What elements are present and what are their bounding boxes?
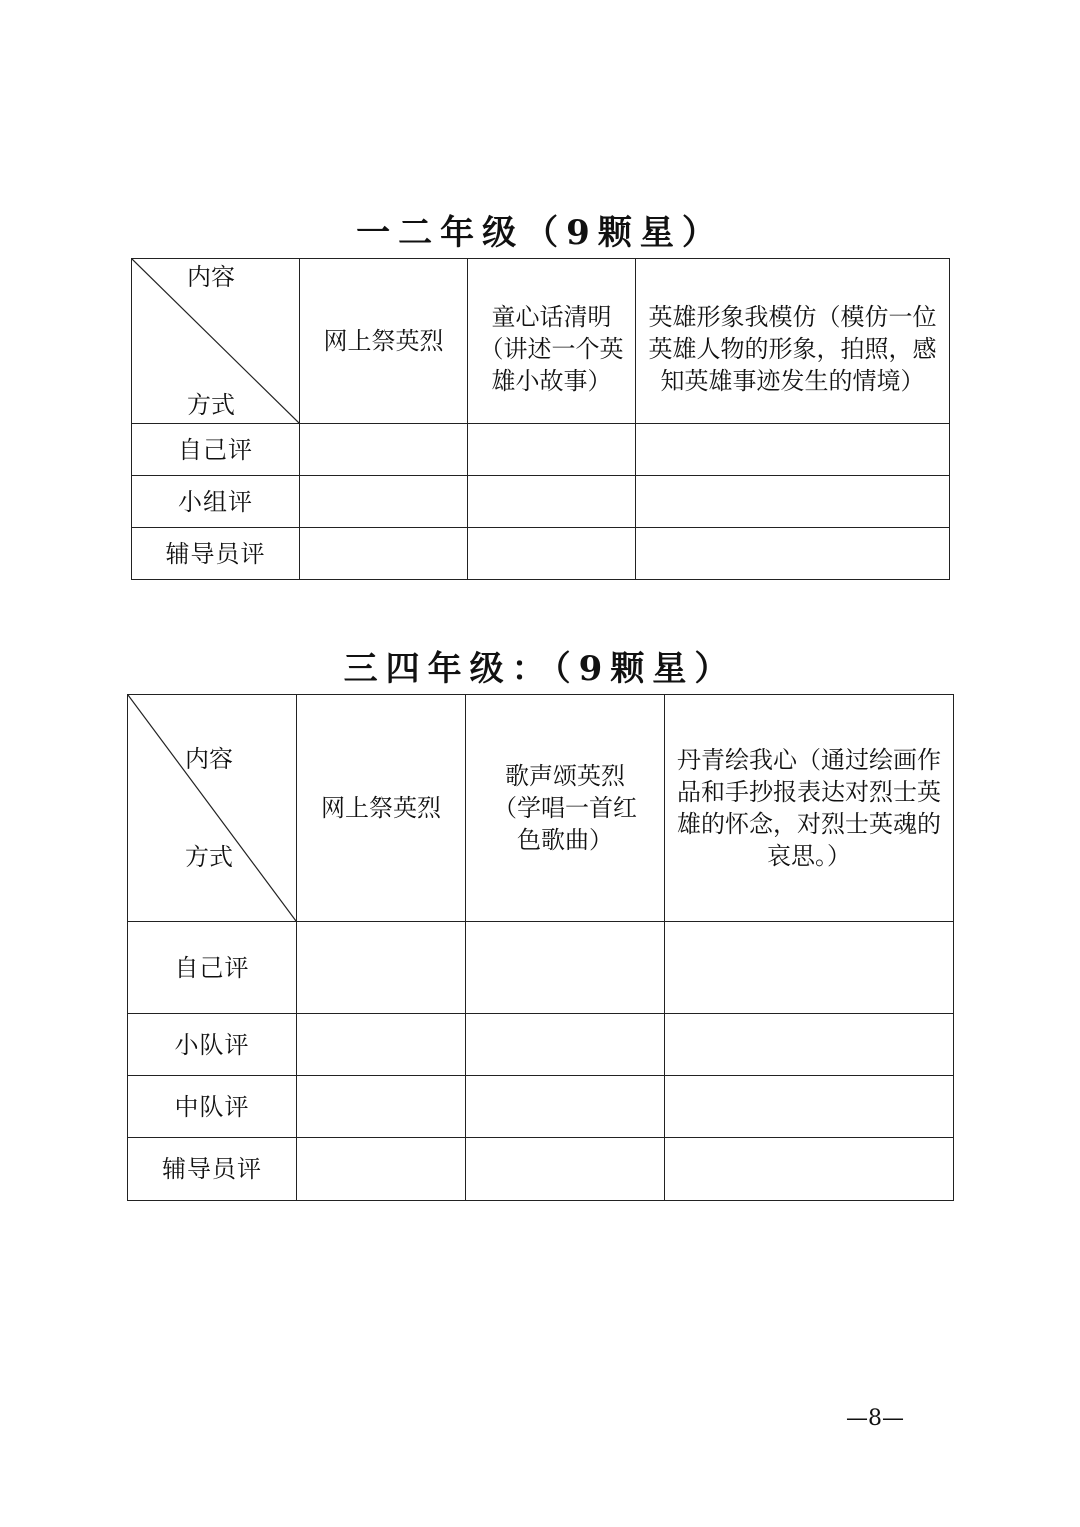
rating-cell[interactable] [665, 1014, 954, 1076]
rating-cell[interactable] [636, 528, 950, 580]
rating-cell[interactable] [466, 1076, 665, 1138]
rating-cell[interactable] [297, 1014, 466, 1076]
table-header-row [128, 695, 954, 922]
table-row [128, 922, 954, 1014]
rating-cell[interactable] [297, 1138, 466, 1201]
corner-diagonal-cell [132, 259, 300, 424]
rating-cell[interactable] [466, 1138, 665, 1201]
table-header-row [132, 259, 950, 424]
evaluation-table-grade-3-4 [127, 694, 954, 1201]
diagonal-line [128, 695, 296, 921]
corner-label-content: 内容 [187, 263, 235, 291]
column-header: 英雄形象我模仿（模仿一位英雄人物的形象，拍照，感知英雄事迹发生的情境） [636, 259, 950, 424]
column-header: 童心话清明（讲述一个英雄小故事） [468, 259, 636, 424]
column-header: 网上祭英烈 [297, 695, 466, 922]
rating-cell[interactable] [300, 424, 468, 476]
row-label-group: 小组评 [132, 476, 300, 528]
table-row [132, 424, 950, 476]
row-label-counselor: 辅导员评 [132, 528, 300, 580]
table-row [128, 1138, 954, 1201]
rating-cell[interactable] [665, 1076, 954, 1138]
table-row [128, 1076, 954, 1138]
table-row [132, 528, 950, 580]
evaluation-table-grade-1-2 [131, 258, 950, 580]
column-header: 丹青绘我心（通过绘画作品和手抄报表达对烈士英雄的怀念，对烈士英魂的哀思。） [665, 695, 954, 922]
corner-label-method: 方式 [187, 391, 235, 419]
rating-cell[interactable] [636, 424, 950, 476]
table-row [128, 1014, 954, 1076]
row-label-counselor: 辅导员评 [128, 1138, 297, 1201]
rating-cell[interactable] [466, 1014, 665, 1076]
column-header: 网上祭英烈 [300, 259, 468, 424]
rating-cell[interactable] [297, 1076, 466, 1138]
table1-title: 一二年级（9颗星） [356, 213, 724, 253]
corner-diagonal-cell [128, 695, 297, 922]
column-header: 歌声颂英烈（学唱一首红色歌曲） [466, 695, 665, 922]
corner-label-content: 内容 [185, 745, 233, 773]
rating-cell[interactable] [665, 1138, 954, 1201]
rating-cell[interactable] [466, 922, 665, 1014]
table2-title: 三四年级：（9颗星） [343, 649, 737, 689]
rating-cell[interactable] [468, 528, 636, 580]
rating-cell[interactable] [636, 476, 950, 528]
page-number: —8— [846, 1406, 904, 1431]
rating-cell[interactable] [297, 922, 466, 1014]
rating-cell[interactable] [300, 528, 468, 580]
rating-cell[interactable] [468, 476, 636, 528]
row-label-company: 中队评 [128, 1076, 297, 1138]
row-label-self: 自己评 [132, 424, 300, 476]
table-row [132, 476, 950, 528]
row-label-self: 自己评 [128, 922, 297, 1014]
rating-cell[interactable] [665, 922, 954, 1014]
corner-label-method: 方式 [185, 843, 233, 871]
row-label-squad: 小队评 [128, 1014, 297, 1076]
rating-cell[interactable] [300, 476, 468, 528]
rating-cell[interactable] [468, 424, 636, 476]
